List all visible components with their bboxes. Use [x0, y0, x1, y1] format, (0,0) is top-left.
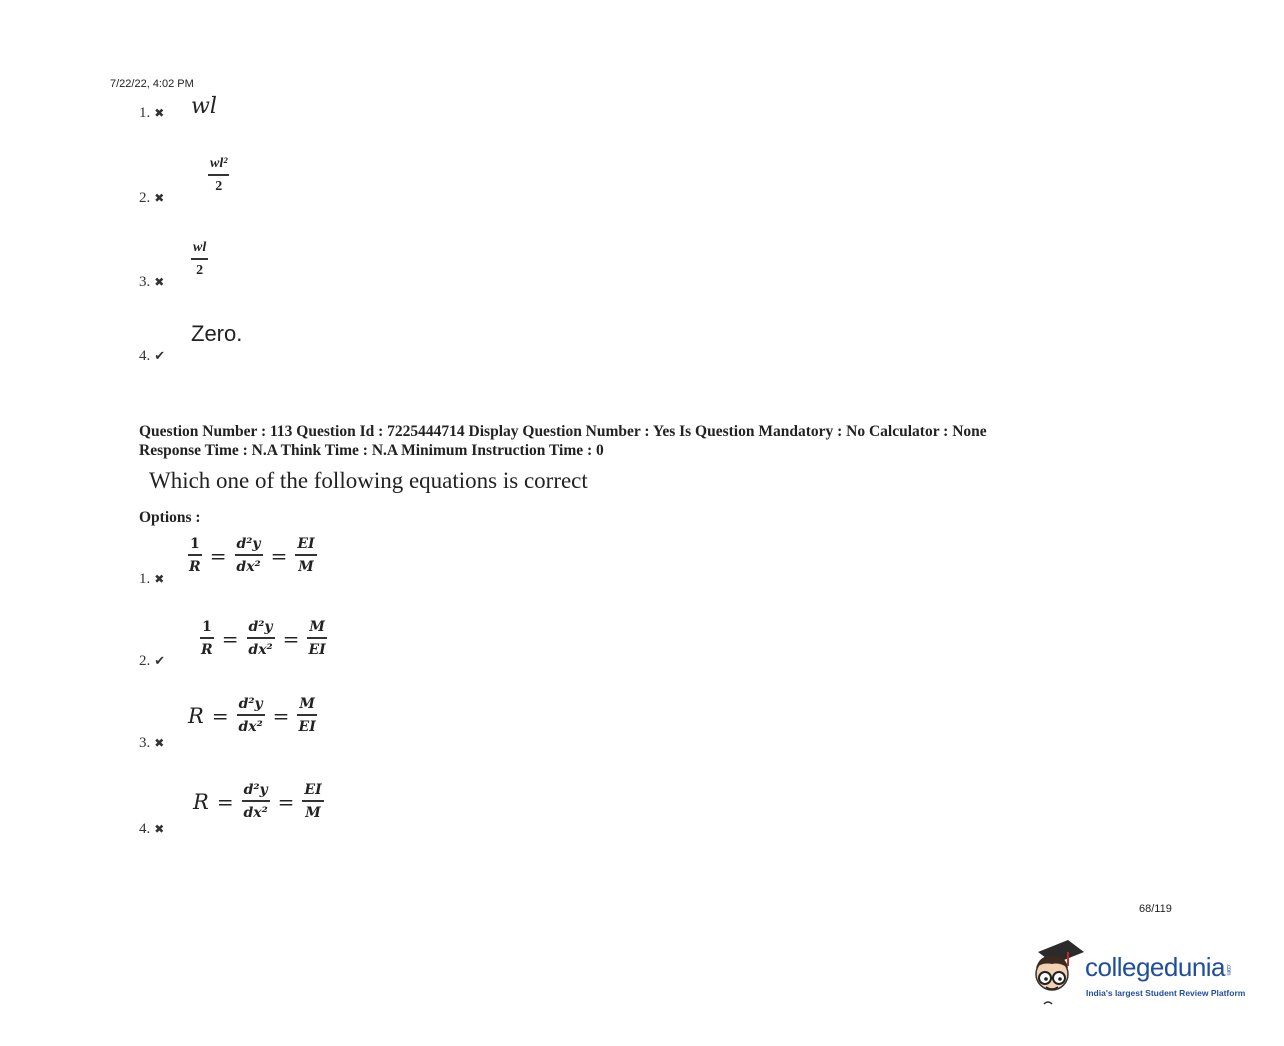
fraction-denominator: R [189, 559, 201, 575]
prev-option-3-fraction [191, 240, 208, 279]
print-timestamp: 7/22/22, 4:02 PM [110, 78, 194, 90]
option-number: 1. [139, 571, 151, 587]
question-meta-line-1: Question Number : 113 Question Id : 7225444714 Display Question Number : Yes Is Question Mandatory : No Calculator : None [139, 423, 987, 440]
fraction-numerator: d²y [237, 696, 265, 716]
equation-lhs: R [188, 703, 204, 728]
brand-name [1085, 952, 1231, 983]
fraction-numerator: M [297, 696, 317, 716]
cross-icon: ✖ [154, 572, 165, 586]
equals-sign: = [209, 543, 227, 568]
mascot-logo-icon [1024, 938, 1086, 1008]
prev-option-4 [139, 347, 165, 365]
cross-icon: ✖ [154, 275, 165, 289]
fraction-numerator: d²y [242, 782, 270, 802]
question-text: Which one of the following equations is correct [149, 468, 588, 493]
option-3-equation [188, 696, 317, 735]
prev-option-1 [139, 104, 164, 122]
equation-lhs: R [193, 789, 209, 814]
equals-sign: = [282, 626, 300, 651]
fraction-denominator: 2 [215, 179, 223, 194]
brand-tagline: India's largest Student Review Platform [1086, 988, 1246, 998]
cross-icon: ✖ [154, 191, 165, 205]
equals-sign: = [277, 789, 295, 814]
fraction-numerator: wl [191, 240, 208, 260]
equals-sign: = [216, 789, 234, 814]
option-number: 1. [139, 105, 151, 121]
fraction-numerator: 1 [200, 619, 214, 639]
option-number: 4. [139, 348, 151, 364]
fraction-numerator: d²y [247, 619, 275, 639]
page-number: 68/119 [1139, 903, 1172, 915]
fraction-numerator: d²y [235, 536, 263, 556]
equals-sign: = [221, 626, 239, 651]
brand-suffix: .com [1225, 963, 1232, 975]
fraction-denominator: dx² [243, 805, 268, 821]
option-4 [139, 820, 164, 838]
prev-option-1-text: wl [191, 94, 217, 119]
option-1 [139, 570, 164, 588]
question-meta [139, 422, 987, 460]
fraction-numerator: 1 [188, 536, 202, 556]
prev-option-2-fraction [208, 156, 229, 195]
option-4-equation [193, 782, 324, 821]
equals-sign: = [270, 543, 288, 568]
cross-icon: ✖ [154, 736, 165, 750]
fraction-denominator: M [305, 805, 321, 821]
equals-sign: = [272, 703, 290, 728]
option-number: 2. [139, 190, 151, 206]
fraction-denominator: R [201, 642, 213, 658]
equals-sign: = [211, 703, 229, 728]
check-icon: ✔ [154, 653, 166, 668]
prev-option-4-text: Zero. [191, 321, 243, 346]
fraction-denominator: M [298, 559, 314, 575]
fraction-numerator: EI [302, 782, 323, 802]
option-number: 3. [139, 735, 151, 751]
fraction-denominator: EI [308, 642, 326, 658]
check-icon: ✔ [154, 348, 166, 363]
question-meta-line-2: Response Time : N.A Think Time : N.A Minimum Instruction Time : 0 [139, 442, 604, 459]
option-number: 2. [139, 653, 151, 669]
option-number: 4. [139, 821, 151, 837]
option-number: 3. [139, 274, 151, 290]
option-3 [139, 734, 164, 752]
fraction-numerator: wl² [208, 156, 229, 176]
option-2 [139, 652, 165, 670]
prev-option-2 [139, 189, 164, 207]
brand-text: collegedunia [1085, 952, 1226, 982]
fraction-numerator: EI [295, 536, 316, 556]
fraction-denominator: dx² [238, 719, 263, 735]
option-2-equation [200, 619, 327, 658]
fraction-denominator: dx² [236, 559, 261, 575]
fraction-numerator: M [307, 619, 327, 639]
fraction-denominator: 2 [196, 263, 204, 278]
option-1-equation [188, 536, 317, 575]
fraction-denominator: dx² [248, 642, 273, 658]
options-label: Options : [139, 509, 201, 526]
cross-icon: ✖ [154, 106, 165, 120]
fraction-denominator: EI [298, 719, 316, 735]
cross-icon: ✖ [154, 822, 165, 836]
prev-option-3 [139, 273, 164, 291]
